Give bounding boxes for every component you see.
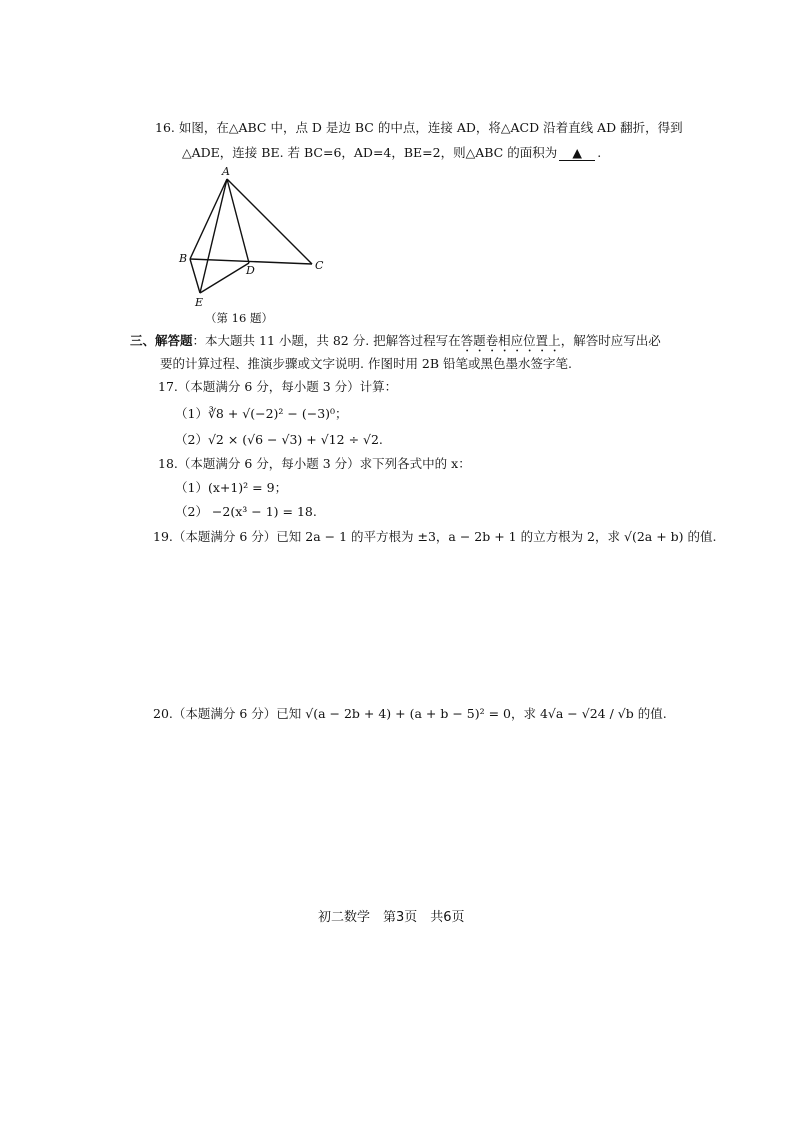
q16-text-line1: 16. 如图，在△ABC 中，点 D 是边 BC 的中点，连接 AD，将△ACD 沿着直线 AD 翻折，得到 <box>155 120 683 135</box>
q16-figure <box>170 165 340 310</box>
q16-text-line2-prefix: △ADE，连接 BE. 若 BC=6，AD=4，BE=2，则△ABC 的面积为 <box>182 145 558 160</box>
section3-title: 三、解答题 <box>130 333 193 348</box>
q18-item1: （1）(x+1)² = 9； <box>175 480 288 495</box>
segment-AD <box>227 179 249 263</box>
q17-item1: （1）∛8 + √(−2)² − (−3)⁰； <box>175 406 348 421</box>
q19-text: 19.（本题满分 6 分）已知 2a − 1 的平方根为 ±3，a − 2b + 1 的立方根为 2，求 √(2a + b) 的值. <box>153 529 717 544</box>
page-footer: 初二数学 第3页 共6页 <box>318 910 465 925</box>
section3-intro-line2: 要的计算过程、推演步骤或文字说明. 作图时用 2B 铅笔或黑色墨水签字笔. <box>160 356 573 371</box>
q20-text: 20.（本题满分 6 分）已知 √(a − 2b + 4) + (a + b − 5)² = 0，求 4√a − √24 / √b 的值. <box>153 706 667 721</box>
answer-blank <box>559 146 595 161</box>
label-A: A <box>222 165 230 178</box>
segment-AB <box>190 179 227 259</box>
q17-header: 17.（本题满分 6 分，每小题 3 分）计算： <box>158 379 398 394</box>
segment-AC <box>227 179 312 264</box>
label-B: B <box>179 252 188 265</box>
label-C: C <box>315 259 324 272</box>
section3-intro-line1 <box>130 332 661 355</box>
q18-item2: （2） −2(x³ − 1) = 18. <box>175 504 317 519</box>
q16-text-line2-suffix: . <box>597 145 602 160</box>
label-D: D <box>246 264 255 277</box>
segment-BE <box>190 259 200 293</box>
section3-intro-part2: ，解答时应写出必 <box>560 333 661 348</box>
segment-DE <box>200 263 249 293</box>
q16-text-line2 <box>182 144 601 162</box>
q16-figure-caption: （第 16 题） <box>205 311 273 325</box>
section3-intro-emphasis: 答题卷相应位置上 <box>460 333 561 348</box>
q18-header: 18.（本题满分 6 分，每小题 3 分）求下列各式中的 x： <box>158 456 471 471</box>
label-E: E <box>195 296 204 309</box>
q17-item2: （2）√2 × (√6 − √3) + √12 ÷ √2. <box>175 432 383 447</box>
section3-intro-part1: ：本大题共 11 小题，共 82 分. 把解答过程写在 <box>192 333 461 348</box>
segment-AE <box>200 179 227 293</box>
answer-triangle-mark: ▲ <box>572 145 583 160</box>
